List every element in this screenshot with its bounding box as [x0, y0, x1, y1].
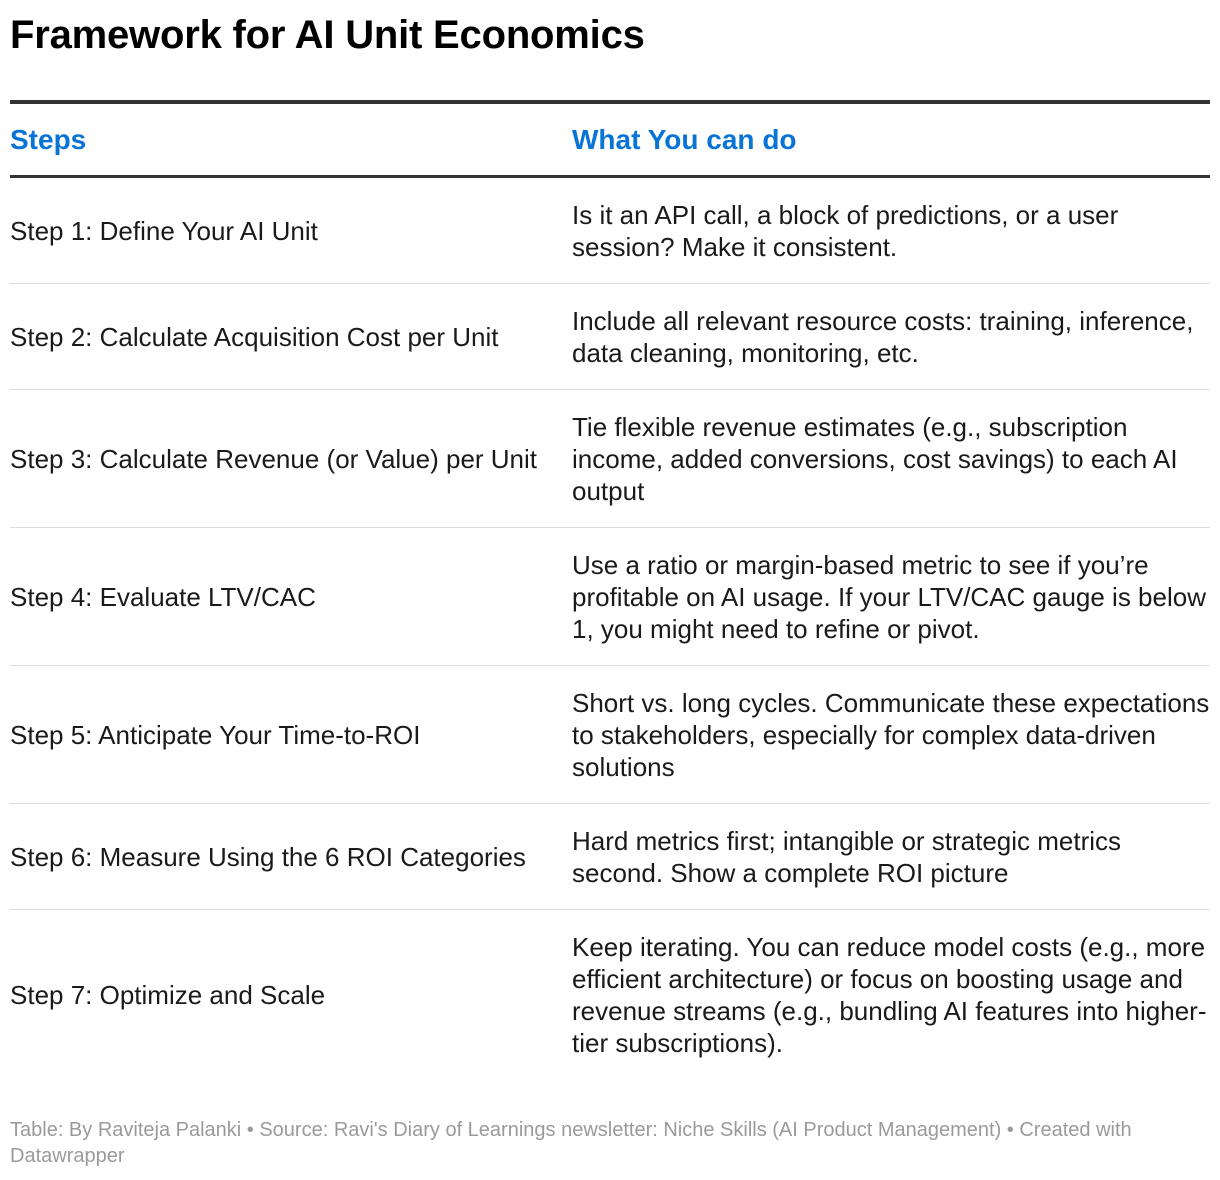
action-cell: Short vs. long cycles. Communicate these expectations to stakeholders, especially for complex data-driven solutions — [572, 687, 1210, 782]
table-footer-credits: Table: By Raviteja Palanki • Source: Ravi's Diary of Learnings newsletter: Niche Skills (AI Product Management) • Created with Datawrapper — [10, 1119, 1132, 1167]
action-cell: Use a ratio or margin-based metric to see if you’re profitable on AI usage. If your LTV/CAC gauge is below 1, you might need to refine or pivot. — [572, 549, 1206, 644]
step-cell: Step 7: Optimize and Scale — [10, 980, 326, 1010]
step-cell: Step 6: Measure Using the 6 ROI Categories — [10, 841, 526, 872]
step-cell: Step 2: Calculate Acquisition Cost per Unit — [10, 321, 499, 352]
table-row — [10, 528, 1210, 666]
step-cell: Step 5: Anticipate Your Time-to-ROI — [10, 719, 421, 750]
table-row — [10, 178, 1210, 284]
table-header — [10, 104, 1210, 178]
table-row — [10, 284, 1210, 390]
action-cell: Hard metrics first; intangible or strategic metrics second. Show a complete ROI picture — [572, 825, 1122, 888]
table-row — [10, 666, 1210, 804]
framework-table — [10, 100, 1210, 1080]
header-what-you-can-do: What You can do — [572, 123, 797, 155]
action-cell: Keep iterating. You can reduce model costs (e.g., more efficient architecture) or focus on boosting usage and revenue streams (e.g., bundling AI features into higher-tier subscriptions). — [572, 932, 1207, 1058]
table-row — [10, 910, 1210, 1080]
page — [10, 0, 1210, 1058]
table-row — [10, 390, 1210, 528]
action-cell: Tie flexible revenue estimates (e.g., subscription income, added conversions, cost savings) to each AI output — [572, 411, 1178, 506]
header-steps: Steps — [10, 123, 87, 155]
table-row — [10, 804, 1210, 910]
action-cell: Is it an API call, a block of predictions, or a user session? Make it consistent. — [572, 199, 1119, 262]
step-cell: Step 1: Define Your AI Unit — [10, 215, 318, 246]
table-title: Framework for AI Unit Economics — [10, 13, 645, 57]
action-cell: Include all relevant resource costs: training, inference, data cleaning, monitoring, etc. — [572, 305, 1194, 368]
step-cell: Step 4: Evaluate LTV/CAC — [10, 581, 316, 612]
step-cell: Step 3: Calculate Revenue (or Value) per Unit — [10, 443, 538, 474]
